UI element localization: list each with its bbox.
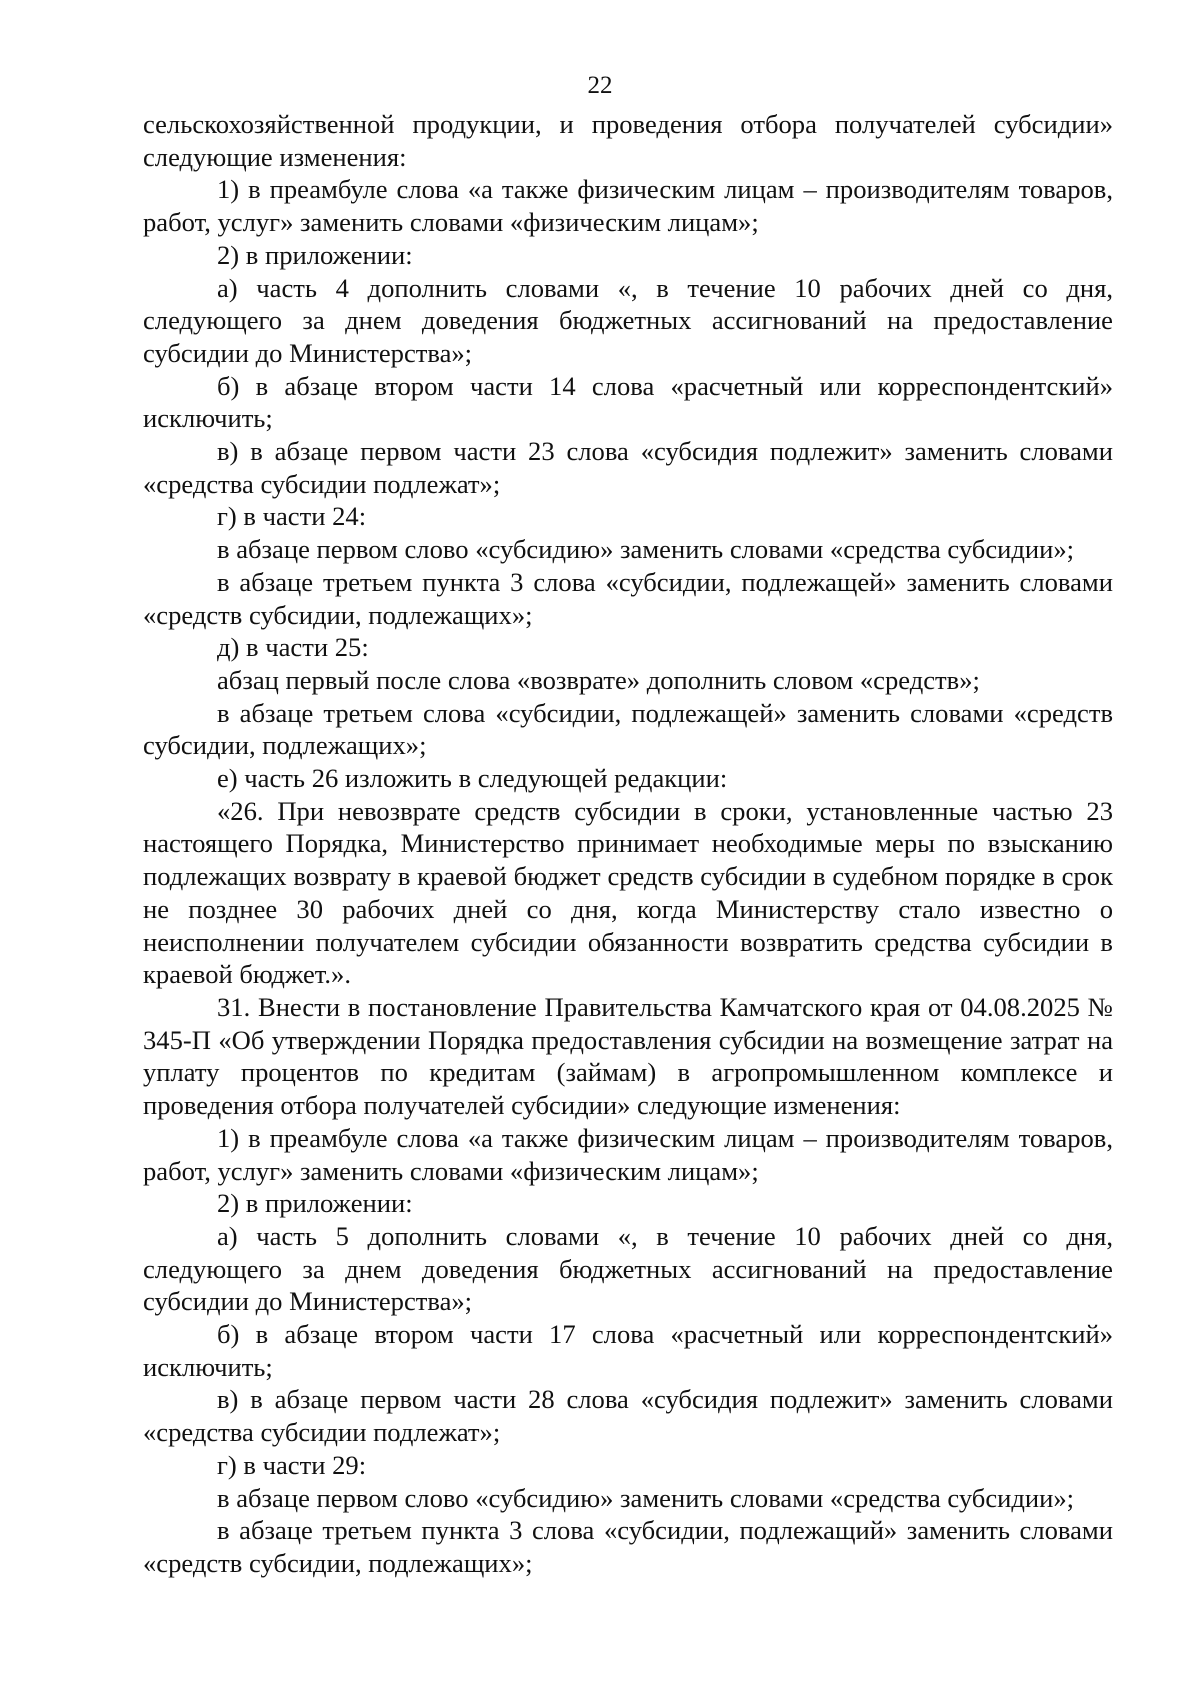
document-body [143,108,1113,1580]
paragraph: сельскохозяйственной продукции, и проведения отбора получателей субсидии» следующие изменения: [143,109,1113,172]
paragraph: 31. Внести в постановление Правительства Камчатского края от 04.08.2025 № 345-П «Об утверждении Порядка предоставления субсидии на возмещение затрат на уплату процентов по кредитам (займам) в агропромышленном комплексе и проведения отбора получателей субсидии» следующие изменения: [143,991,1113,1121]
paragraph: а) часть 5 дополнить словами «, в течение 10 рабочих дней со дня, следующего за днем доведения бюджетных ассигнований на предоставление субсидии до Министерства»; [143,1220,1113,1317]
paragraph: г) в части 29: [217,1449,367,1480]
paragraph: б) в абзаце втором части 14 слова «расчетный или корреспондентский» исключить; [143,370,1113,434]
paragraph: в абзаце третьем пункта 3 слова «субсидии, подлежащий» заменить словами «средств субсидии, подлежащих»; [143,1515,1113,1578]
paragraph: абзац первый после слова «возврате» дополнить словом «средств»; [217,664,980,695]
paragraph: 1) в преамбуле слова «а также физическим лицам – производителям товаров, работ, услуг» заменить словами «физическим лицам»; [143,1122,1113,1186]
paragraph: в абзаце третьем слова «субсидии, подлежащей» заменить словами «средств субсидии, подлежащих»; [143,697,1113,761]
page-number: 22 [587,72,613,99]
paragraph: в) в абзаце первом части 23 слова «субсидия подлежит» заменить словами «средства субсидии подлежат»; [143,436,1113,499]
paragraph: 1) в преамбуле слова «а также физическим лицам – производителям товаров, работ, услуг» заменить словами «физическим лицам»; [143,174,1113,238]
paragraph: а) часть 4 дополнить словами «, в течение 10 рабочих дней со дня, следующего за днем доведения бюджетных ассигнований на предоставление субсидии до Министерства»; [143,272,1113,368]
paragraph: в абзаце третьем пункта 3 слова «субсидии, подлежащей» заменить словами «средств субсидии, подлежащих»; [143,566,1113,630]
paragraph: в абзаце первом слово «субсидию» заменить словами «средства субсидии»; [217,534,1075,565]
paragraph: е) часть 26 изложить в следующей редакции: [217,763,728,794]
paragraph: 2) в приложении: [217,239,413,270]
paragraph: в абзаце первом слово «субсидию» заменить словами «средства субсидии»; [217,1482,1075,1513]
paragraph: д) в части 25: [217,632,369,663]
paragraph: г) в части 24: [217,501,367,532]
paragraph: в) в абзаце первом части 28 слова «субсидия подлежит» заменить словами «средства субсидии подлежат»; [143,1384,1113,1448]
paragraph: б) в абзаце втором части 17 слова «расчетный или корреспондентский» исключить; [143,1319,1113,1382]
paragraph: «26. При невозврате средств субсидии в сроки, установленные частью 23 настоящего Порядка, Министерство принимает необходимые меры по взысканию подлежащих возврату в краевой бюджет средств субсидии в судебном порядке в срок не позднее 30 рабочих дней со дня, когда Министерству стало известно о неисполнении получателем субсидии обязанности возвратить средства субсидии в краевой бюджет.». [143,795,1113,990]
paragraph: 2) в приложении: [217,1188,413,1219]
